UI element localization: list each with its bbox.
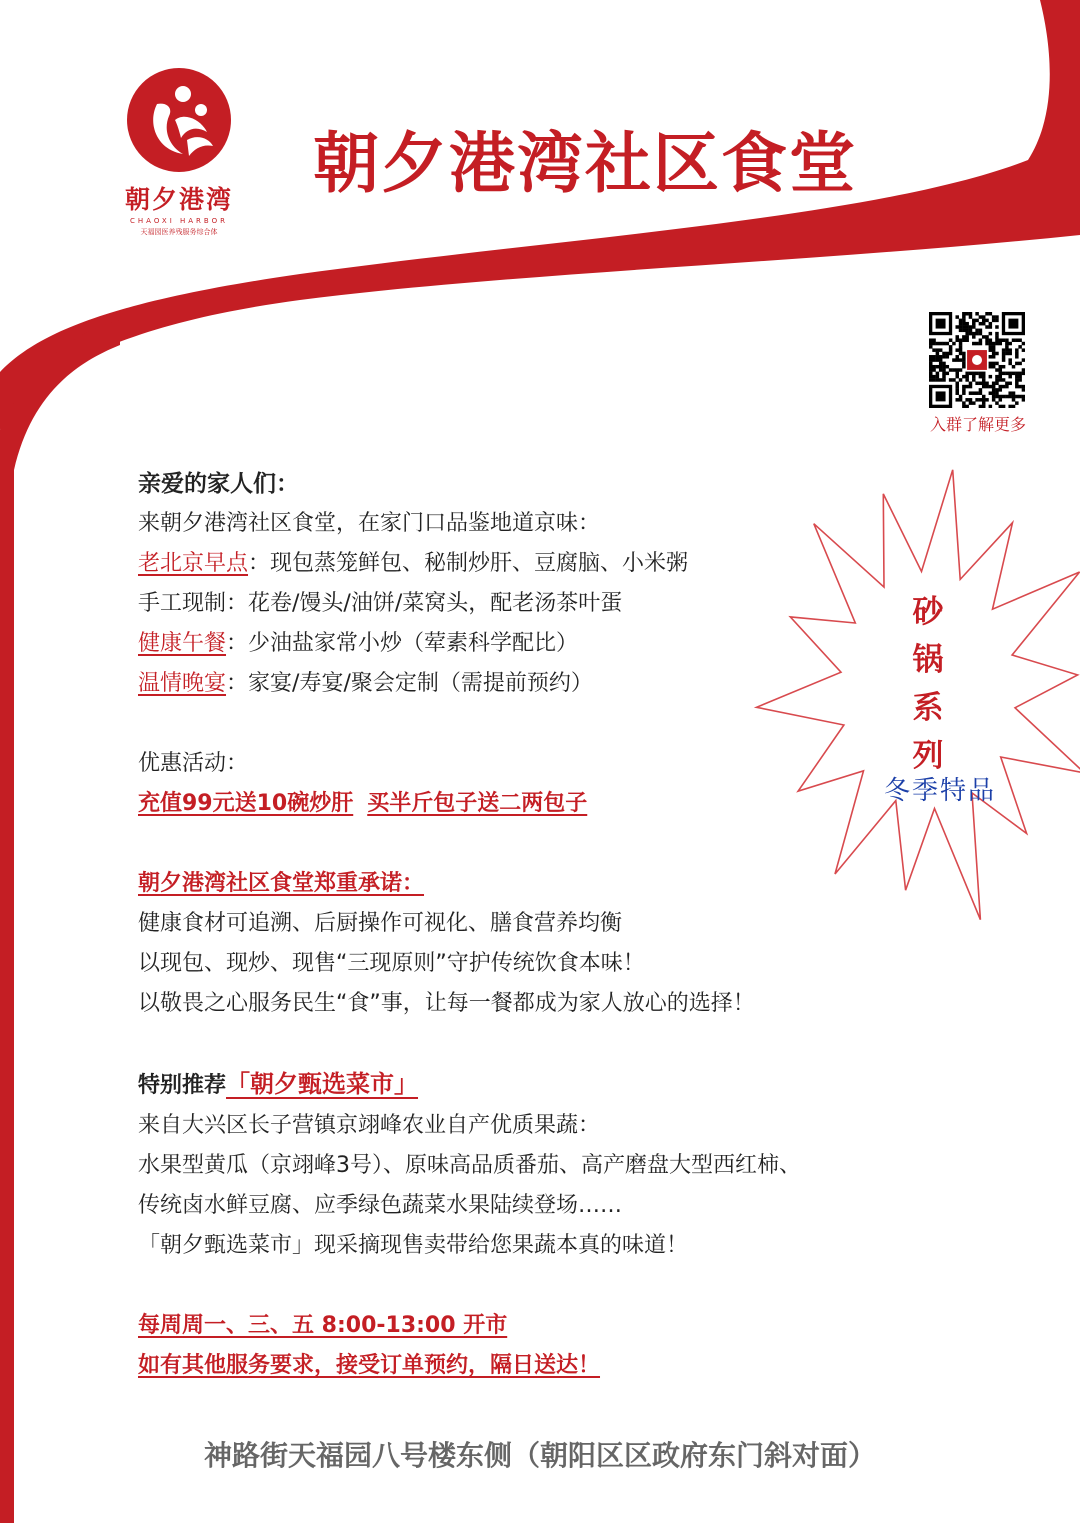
starburst-subtitle: 冬季特品: [883, 776, 996, 806]
starburst-title: [904, 588, 952, 780]
logo-english-name: CHAOXI HARBOR: [130, 217, 228, 225]
market-heading-prefix: 特别推荐: [138, 1073, 227, 1098]
schedule-line: 如有其他服务要求，接受订单预约，隔日送达！: [138, 1353, 601, 1378]
page-title: 朝夕港湾社区食堂: [313, 125, 857, 202]
menu-item: [138, 544, 898, 584]
starburst-char: 锅: [912, 642, 944, 678]
promo-heading: 优惠活动：: [138, 751, 249, 776]
promise-heading: 朝夕港湾社区食堂郑重承诺：: [138, 871, 425, 896]
menu-item-sep: ：: [226, 671, 249, 696]
qr-caption: 入群了解更多: [929, 415, 1026, 434]
market-line: 「朝夕甄选菜市」现采摘现售卖带给您果蔬本真的味道！: [138, 1233, 689, 1258]
schedule-line: 每周周一、三、五 8:00-13:00 开市: [138, 1313, 508, 1338]
logo-subtitle: 天福园医养残服务综合体: [140, 228, 218, 236]
menu-item-text: 少油盐家常小炒（荤素科学配比）: [248, 631, 579, 656]
menu-item-label: 老北京早点: [138, 551, 249, 576]
market-line: 传统卤水鲜豆腐、应季绿色蔬菜水果陆续登场……: [138, 1193, 623, 1218]
market-line: 来自大兴区长子营镇京翊峰农业自产优质果蔬：: [138, 1113, 601, 1138]
starburst-char: 砂: [912, 594, 944, 630]
starburst-char: 系: [912, 690, 944, 726]
footer-address: 神路街天福园八号楼东侧（朝阳区区政府东门斜对面）: [203, 1439, 876, 1472]
menu-item: [138, 664, 898, 704]
menu-item-text: 家宴/寿宴/聚会定制（需提前预约）: [248, 671, 593, 696]
menu-item-sep: ：: [226, 631, 249, 656]
menu-item-label: 温情晚宴: [138, 671, 227, 696]
promo-items: [138, 784, 898, 824]
market-line: 水果型黄瓜（京翊峰3号）、原味高品质番茄、高产磨盘大型西红柿、: [138, 1153, 801, 1178]
promise-line: 健康食材可追溯、后厨操作可视化、膳食营养均衡: [138, 911, 623, 936]
market-heading-name: 「朝夕甄选菜市」: [226, 1070, 419, 1098]
menu-item-text: 现包蒸笼鲜包、秘制炒肝、豆腐脑、小米粥: [270, 551, 689, 576]
logo-name: 朝夕港湾: [124, 185, 233, 214]
menu-item-label: 健康午餐: [138, 631, 227, 656]
promo-item: 买半斤包子送二两包子: [367, 791, 588, 816]
menu-item: [138, 624, 898, 664]
promise-line: 以敬畏之心服务民生“食”事，让每一餐都成为家人放心的选择！: [138, 991, 755, 1016]
main-content: [138, 464, 898, 1386]
market-heading: [138, 1064, 898, 1106]
menu-item: [138, 584, 898, 624]
menu-item-text: 手工现制：花卷/馒头/油饼/菜窝头，配老汤茶叶蛋: [138, 591, 623, 616]
promo-item: 充值99元送10碗炒肝: [138, 791, 354, 816]
starburst-char: 列: [912, 738, 944, 774]
intro-line: 来朝夕港湾社区食堂，在家门口品鉴地道京味：: [138, 511, 601, 536]
greeting: 亲爱的家人们：: [138, 471, 299, 497]
promise-line: 以现包、现炒、现售“三现原则”守护传统饮食本味！: [138, 951, 645, 976]
menu-item-sep: ：: [248, 551, 271, 576]
